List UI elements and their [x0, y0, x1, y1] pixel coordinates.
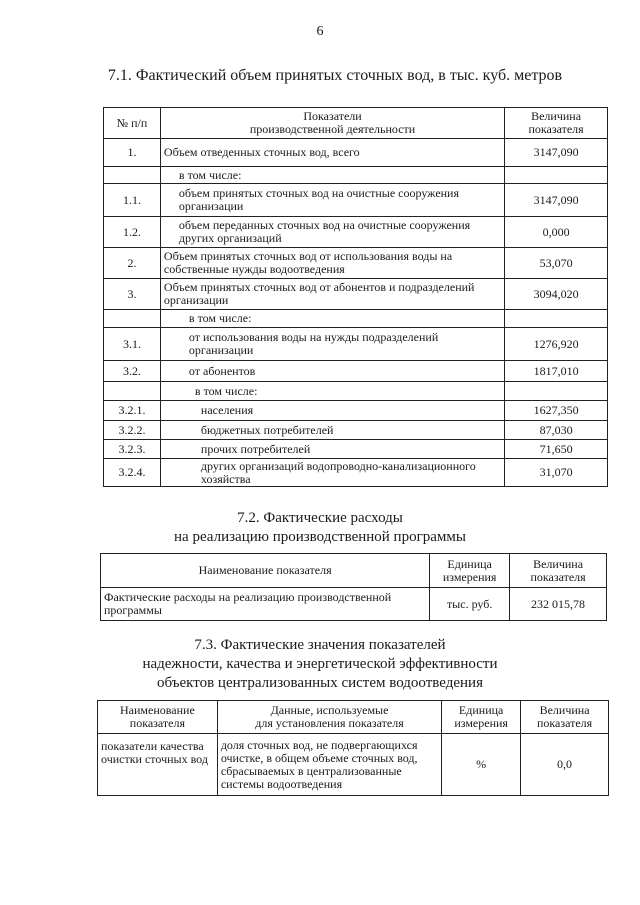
row-label: от использования воды на нужды подразделений организации [160, 328, 504, 361]
wastewater-volume-table [103, 107, 608, 487]
header-data-line1: Данные, используемые [270, 703, 389, 717]
header-name: Наименование показателя [101, 554, 430, 588]
row-num: 3.2.4. [104, 459, 161, 487]
row-value [505, 310, 608, 328]
table-row [104, 217, 608, 248]
section-2-title [0, 509, 640, 547]
row-unit: тыс. руб. [430, 588, 510, 621]
row-num: 3.2.3. [104, 440, 161, 459]
header-value [521, 701, 609, 734]
row-value: 71,650 [505, 440, 608, 459]
page-number: 6 [316, 24, 324, 39]
row-label: в том числе: [160, 310, 504, 328]
row-label: от абонентов [160, 361, 504, 382]
table-row [104, 421, 608, 440]
row-value: 1627,350 [505, 401, 608, 421]
table-row [104, 361, 608, 382]
table-header-row [104, 108, 608, 139]
row-value: 3147,090 [505, 139, 608, 167]
row-value [505, 167, 608, 184]
header-value-line1: Величина [533, 556, 584, 571]
row-value: 53,070 [505, 248, 608, 279]
row-label: Объем принятых сточных вод от абонентов и подразделений организации [160, 279, 504, 310]
row-value: 3094,020 [505, 279, 608, 310]
row-num: 1.2. [104, 217, 161, 248]
table-row [104, 248, 608, 279]
table-row [101, 588, 607, 621]
row-name: показатели качества очистки сточных вод [98, 734, 218, 796]
header-data-line2: для установления показателя [255, 716, 404, 730]
table-row [104, 279, 608, 310]
table-row [104, 459, 608, 487]
table-row [104, 401, 608, 421]
row-label: объем принятых сточных вод на очистные сооружения организации [160, 184, 504, 217]
row-label: прочих потребителей [160, 440, 504, 459]
row-num: 1. [104, 139, 161, 167]
section-3-title-line3: объектов централизованных систем водоотведения [156, 675, 483, 691]
section-1-title-text: 7.1. Фактический объем принятых сточных вод, в тыс. куб. метров [107, 67, 563, 84]
header-name [98, 701, 218, 734]
row-num: 3.2.1. [104, 401, 161, 421]
header-data [217, 701, 441, 734]
row-num: 3.2. [104, 361, 161, 382]
section-3-title [0, 636, 640, 693]
table-row [104, 382, 608, 401]
row-label: Объем отведенных сточных вод, всего [160, 139, 504, 167]
row-label: в том числе: [160, 167, 504, 184]
header-unit-line1: Единица [458, 703, 504, 717]
header-value-line1: Величина [539, 703, 590, 717]
row-data: доля сточных вод, не подвергающихся очистке, в общем объеме сточных вод, сбрасываемых в централизованные системы водоотведения [217, 734, 441, 796]
header-unit-line1: Единица [447, 556, 492, 571]
table-row [98, 734, 609, 796]
table-row [104, 184, 608, 217]
section-3-title-line2: надежности, качества и энергетической эффективности [142, 656, 498, 672]
table-row [104, 310, 608, 328]
table-header-row [98, 701, 609, 734]
section-2-title-line2: на реализацию производственной программы [174, 529, 466, 545]
row-num: 1.1. [104, 184, 161, 217]
header-unit-line2: измерения [454, 716, 508, 730]
row-num: 3.2.2. [104, 421, 161, 440]
section-1-title [30, 66, 640, 85]
row-num: 3. [104, 279, 161, 310]
header-value [510, 554, 607, 588]
row-value: 3147,090 [505, 184, 608, 217]
table-row [104, 440, 608, 459]
row-value: 1276,920 [505, 328, 608, 361]
row-label: в том числе: [160, 382, 504, 401]
section-3-title-line1: 7.3. Фактические значения показателей [194, 637, 446, 653]
header-value-line1: Величина [531, 109, 582, 123]
header-name-line2: показателя [129, 716, 186, 730]
row-num: 2. [104, 248, 161, 279]
header-name-line1: Наименование [120, 703, 195, 717]
table-row [104, 167, 608, 184]
row-name: Фактические расходы на реализацию производственной программы [101, 588, 430, 621]
row-num [104, 167, 161, 184]
header-unit [430, 554, 510, 588]
row-value: 87,030 [505, 421, 608, 440]
header-value-line2: показателя [528, 122, 584, 136]
table-row [104, 328, 608, 361]
row-label: других организаций водопроводно-канализационного хозяйства [160, 459, 504, 487]
row-num: 3.1. [104, 328, 161, 361]
header-unit [442, 701, 521, 734]
section-2-title-line1: 7.2. Фактические расходы [237, 510, 403, 526]
row-value [505, 382, 608, 401]
quality-indicators-table [97, 700, 609, 796]
row-label: населения [160, 401, 504, 421]
row-value: 0,000 [505, 217, 608, 248]
row-label: Объем принятых сточных вод от использования воды на собственные нужды водоотведения [160, 248, 504, 279]
header-value-line2: показателя [530, 569, 586, 584]
header-indicator-line1: Показатели [303, 109, 362, 123]
table-header-row [101, 554, 607, 588]
row-label: бюджетных потребителей [160, 421, 504, 440]
header-indicator-line2: производственной деятельности [249, 122, 416, 136]
row-value: 31,070 [505, 459, 608, 487]
row-label: объем переданных сточных вод на очистные сооружения других организаций [160, 217, 504, 248]
row-value: 0,0 [521, 734, 609, 796]
row-unit: % [442, 734, 521, 796]
table-row [104, 139, 608, 167]
header-num: № п/п [104, 108, 161, 139]
header-unit-line2: измерения [442, 569, 497, 584]
header-indicator [160, 108, 504, 139]
row-value: 232 015,78 [510, 588, 607, 621]
header-value-line2: показателя [536, 716, 593, 730]
row-num [104, 382, 161, 401]
row-num [104, 310, 161, 328]
expenses-table [100, 553, 607, 621]
header-value [505, 108, 608, 139]
row-value: 1817,010 [505, 361, 608, 382]
